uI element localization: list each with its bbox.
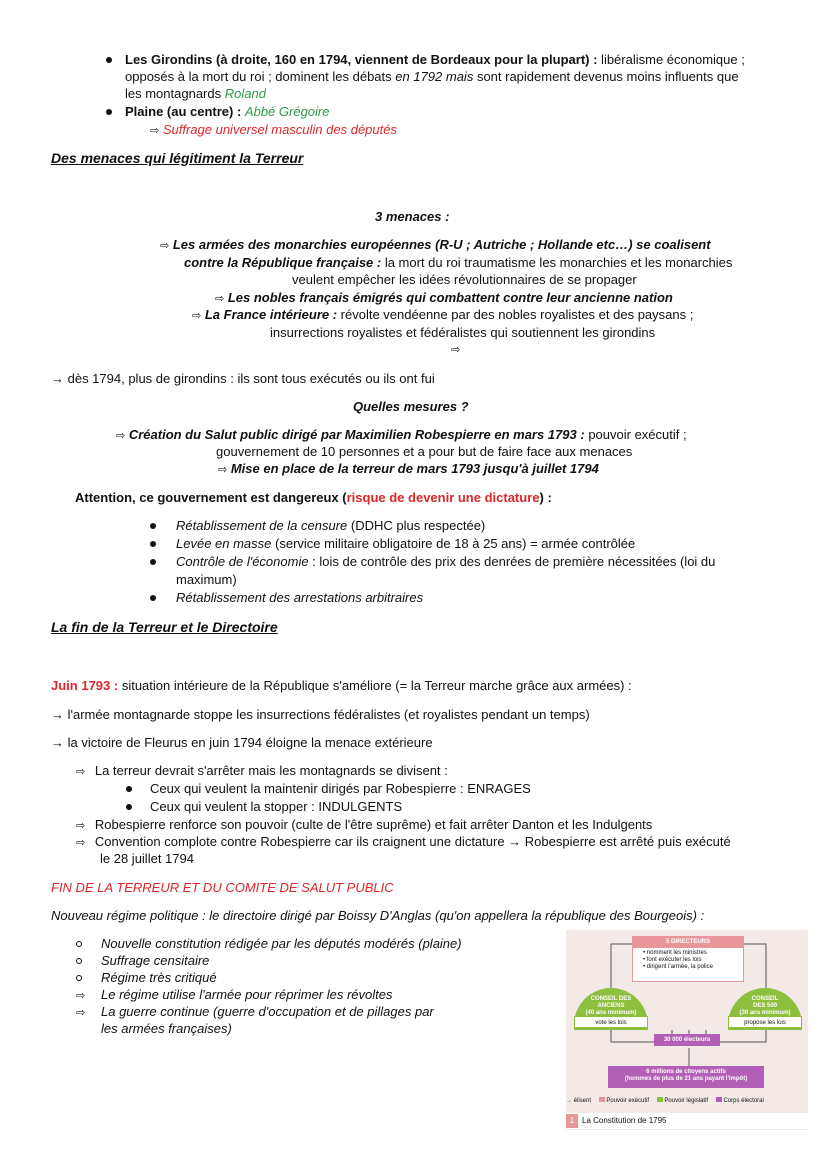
legend-corps: Corps électoral [723,1098,764,1104]
legend-elit: élisent [573,1098,592,1104]
cinqcents-sub: (30 ans minimum) [739,1010,791,1016]
menace-1-line3: veulent empêcher les idées révolutionnaires de se propager [292,272,637,287]
armee-line: → l'armée montagnarde stoppe les insurrections fédéralistes (et royalistes pendant un temps) [51,707,590,722]
legend-exec: Pouvoir exécutif [606,1098,650,1104]
directeurs-box [632,936,744,982]
mesure-1-text: pouvoir exécutif ; [584,427,687,442]
mesure-1-bold: Création du Salut public dirigé par Maximilien Robespierre en mars 1793 : [128,427,585,442]
list-item-em: Contrôle de l'économie [176,554,309,569]
attention-a: Attention, ce gouvernement est dangereux ( [75,490,347,505]
mesure-2-text: Mise en place de la terreur de mars 1793 jusqu'à juillet 1794 [230,461,599,476]
circle-bullet [76,958,82,964]
menace-1-bold2: contre la République française : [184,255,382,270]
nouveau-regime: Nouveau régime politique : le directoire dirigé par Boissy D'Anglas (qu'on appellera la république des Bourgeois) : [51,908,705,923]
girondins-line3: les montagnards [125,86,225,101]
constitution-figure [566,930,808,1130]
arrow-icon: ⇨ [215,292,225,305]
girondins-paragraph [125,51,805,102]
suffrage: Suffrage universel masculin des députés [162,122,397,137]
arrow-icon: ⇨ [218,463,228,476]
robespierre-line [76,816,652,834]
plaine-label: Plaine (au centre) : [125,104,245,119]
caption-text: La Constitution de 1795 [582,1116,667,1125]
regime-item: La guerre continue (guerre d'occupation et de pillages par [101,1004,434,1019]
terreur-arret [76,762,448,780]
juin-red: Juin 1793 : [51,678,119,693]
girondins-line2: opposés à la mort du roi ; dominent les débats [125,69,396,84]
bullet [126,786,132,792]
cinqcents-title: CONSEIL DES 500 [751,996,779,1009]
legend-swatch-leg [657,1097,663,1102]
list-item-em: Levée en masse [176,536,272,551]
robespierre-text: Robespierre renforce son pouvoir (culte de l'être suprême) et fait arrêter Danton et les Indulgents [94,817,653,832]
regime-item: Suffrage censitaire [101,953,210,968]
terreur-arret-text: La terreur devrait s'arrêter mais les montagnards se divisent : [94,763,448,778]
list-item [176,535,635,552]
juin-text: situation intérieure de la République s'améliore (= la Terreur marche grâce aux armées) : [118,678,632,693]
list-item-em: Rétablissement de la censure [176,518,348,533]
regime-item-cont: les armées françaises) [101,1021,232,1036]
arrow-icon: ⇨ [192,309,202,322]
regime-item: Le régime utilise l'armée pour réprimer les révoltes [101,987,393,1002]
directeurs-item: • dirigent l'armée, la police [643,964,713,970]
menace-3 [192,306,792,324]
list-item [176,517,485,534]
attention-line [75,489,552,506]
cinqcents-role: propose les lois [728,1016,802,1028]
enrages: Ceux qui veulent la maintenir dirigés par Robespierre : ENRAGES [150,781,531,796]
electeurs-box: 30 000 électeurs [654,1034,720,1046]
menace-1-text2: la mort du roi traumatisme les monarchies et les monarchies [381,255,733,270]
list-item-text: (DDHC plus respectée) [347,518,486,533]
fleurus-line: → la victoire de Fleurus en juin 1794 éloigne la menace extérieure [51,735,433,750]
legend-arrow-icon: → [566,1098,572,1104]
attention-red: risque de devenir une dictature [346,490,540,505]
bullet [150,541,156,547]
citoyens-line1: 6 millions de citoyens actifs [646,1069,726,1075]
arrow-icon: ⇨ [76,765,86,778]
menace-3-line2: insurrections royalistes et fédéralistes qui soutiennent les girondins [270,325,656,340]
arrow-icon: ⇨ [76,819,86,832]
roland: Roland [224,86,266,101]
menace-3-bold: La France intérieure : [204,307,338,322]
circle-bullet [76,975,82,981]
legend-leg: Pouvoir législatif [664,1098,709,1104]
anciens-role: vote les lois [574,1016,648,1028]
figure-caption [566,1113,808,1129]
mesures-title: Quelles mesures ? [353,399,469,414]
arrow-icon: ⇨ [116,429,126,442]
list-item: Rétablissement des arrestations arbitraires [176,590,424,605]
complot-line [76,833,731,851]
fin-title: FIN DE LA TERREUR ET DU COMITE DE SALUT PUBLIC [51,880,394,895]
bullet [106,57,112,63]
regime-item: Régime très critiqué [101,970,217,985]
girondins-text: libéralisme économique ; [597,52,745,67]
menace-2-text: Les nobles français émigrés qui combattent contre leur ancienne nation [227,290,673,305]
anciens-title: CONSEIL DES ANCIENS [590,996,632,1009]
anciens-sub: (40 ans minimum) [585,1010,637,1016]
menace-1 [160,236,780,254]
bullet [106,109,112,115]
arrow-icon: ⇨ [160,239,170,252]
menace-1-bold: Les armées des monarchies européennes (R-U ; Autriche ; Hollande etc…) se coalisent [172,237,711,252]
arrow-icon: ⇨ [150,124,160,137]
complot-line2: le 28 juillet 1794 [100,851,194,866]
circle-bullet [76,941,82,947]
figure-legend [566,1097,808,1107]
section-title-fin-terreur: La fin de la Terreur et le Directoire [51,619,278,635]
mesure-1 [116,426,806,444]
menace-3-text: révolte vendéenne par des nobles royalistes et des paysans ; [337,307,694,322]
girondins-line2-em: en 1792 mais [395,69,474,84]
list-item-text: : lois de contrôle des prix des denrées de première nécessitées (loi du [308,554,716,569]
section-title-menaces: Des menaces qui légitiment la Terreur [51,150,304,166]
girondins-label: Les Girondins (à droite, 160 en 1794, viennent de Bordeaux pour la plupart) : [125,52,598,67]
mesure-2 [218,460,599,478]
plaine-name: Abbé Grégoire [244,104,330,119]
plaine-line [125,103,329,120]
juin-line [51,677,632,694]
legend-swatch-exec [599,1097,605,1102]
suffrage-line [150,121,397,139]
directeurs-item: • font exécuter les lois [643,957,702,963]
arrow-icon: ⇨ [451,343,461,356]
bullet [150,523,156,529]
girondins-fin: → dès 1794, plus de girondins : ils sont tous exécutés ou ils ont fui [51,371,435,386]
menace-1-line2 [184,254,804,271]
menace-2 [215,289,673,307]
regime-item: Nouvelle constitution rédigée par les députés modérés (plaine) [101,936,462,951]
legend-swatch-corps [716,1097,722,1102]
list-item [176,553,715,570]
list-item-cont: maximum) [176,572,237,587]
citoyens-box [608,1066,764,1088]
directeurs-item: • nomment les ministres [643,950,707,956]
arrow-icon: ⇨ [76,836,86,849]
mesure-1-line2: gouvernement de 10 personnes et a pour but de faire face aux menaces [216,444,633,459]
caption-number: 1 [566,1114,578,1128]
arrow-icon: ⇨ [76,1006,86,1019]
bullet [126,804,132,810]
bullet [150,559,156,565]
girondins-line2-b: sont rapidement devenus moins influents que [473,69,739,84]
menaces-title: 3 menaces : [375,209,450,224]
attention-b: ) : [539,490,552,505]
arrow-icon: ⇨ [76,989,86,1002]
indulgents: Ceux qui veulent la stopper : INDULGENTS [150,799,403,814]
directeurs-title: 5 DIRECTEURS [633,937,743,948]
complot-text: Convention complote contre Robespierre car ils craignent une dictature → Robespierre est arrêté puis exécuté [94,834,731,849]
citoyens-line2: (hommes de plus de 21 ans payant l'impôt) [624,1076,748,1082]
bullet [150,595,156,601]
list-item-text: (service militaire obligatoire de 18 à 25 ans) = armée contrôlée [271,536,636,551]
